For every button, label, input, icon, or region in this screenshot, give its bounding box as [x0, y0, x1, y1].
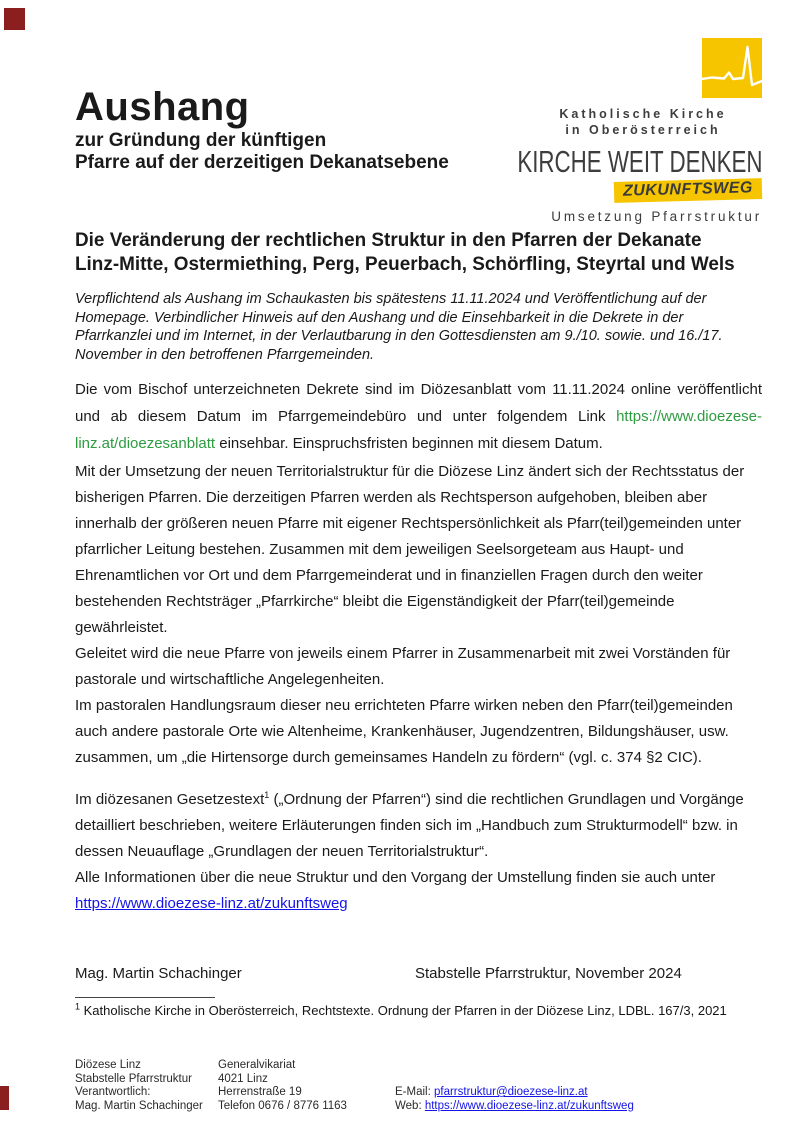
body-block	[75, 459, 762, 771]
footnote-number: 1	[75, 1001, 81, 1012]
decree-text-after-link: einsehbar. Einspruchsfristen beginnen mit diesem Datum.	[215, 435, 603, 452]
page-title: Aushang	[75, 85, 250, 129]
logo-org-line1: Katholische Kirche	[559, 107, 727, 121]
footer-line: 4021 Linz	[218, 1072, 268, 1085]
footer-line: Stabstelle Pfarrstruktur	[75, 1072, 192, 1085]
print-mark-bottom-left	[0, 1086, 9, 1110]
footer-line: Mag. Martin Schachinger	[75, 1099, 203, 1112]
footer-line: Telefon 0676 / 8776 1163	[218, 1099, 347, 1112]
paragraph-more-info: Alle Informationen über die neue Struktur und den Vorgang der Umstellung finden sie auch unter	[75, 869, 716, 886]
logo-brand-text: KIRCHE WEIT DENKEN	[516, 144, 762, 179]
email-link[interactable]: pfarrstruktur@dioezese-linz.at	[433, 1086, 588, 1098]
pulse-logo-icon	[702, 38, 762, 98]
footer-line: Generalvikariat	[218, 1059, 296, 1071]
logo-org-line2: in Oberösterreich	[565, 123, 721, 137]
footer-line: Diözese Linz	[75, 1059, 141, 1071]
footer-email-line	[395, 1086, 762, 1100]
footer-line: Herrenstraße 19	[218, 1086, 302, 1098]
page-subtitle-line2: Pfarre auf der derzeitigen Dekanatsebene	[75, 152, 449, 173]
posting-instructions: Verpflichtend als Aushang im Schaukasten bis spätestens 11.11.2024 und Veröffentlichung auf der Homepage. Verbindlicher Hinweis auf den Aushang und die Einsehbarkeit in die Dekrete in der Pfarrkanzlei und im Internet, in der Verlautbarung in den Gottesdiensten am 9./10. sowie. und 16./17. November in den betroffenen Pfarrgemeinden.	[75, 291, 723, 363]
decree-paragraph	[75, 376, 762, 457]
web-link[interactable]: https://www.dioezese-linz.at/zukunftsweg	[424, 1099, 634, 1112]
diocese-logo	[516, 0, 762, 224]
legal-text-block	[75, 787, 762, 917]
logo-org-name	[524, 106, 762, 138]
header	[75, 0, 762, 224]
paragraph-legal-basis	[75, 787, 762, 865]
footer	[75, 1059, 762, 1113]
page-subtitle-line1: zur Gründung der künftigen	[75, 130, 327, 151]
paragraph-territorial-structure: Mit der Umsetzung der neuen Territorialstruktur für die Diözese Linz ändert sich der Rechtsstatus der bisherigen Pfarren. Die derzeitigen Pfarren werden als Rechtsperson aufgehoben, bleiben aber innerhalb der größeren neuen Pfarre mit eigener Rechtspersönlichkeit als Pfarr(teil)gemeinden unter pfarrlicher Leitung bestehen. Zusammen mit dem jeweiligen Seelsorgeteam aus Haupt- und Ehrenamtlichen vor Ort und dem Pfarrgemeinderat und in finanziellen Fragen durch den weiter bestehenden Rechtsträger „Pfarrkirche“ bleibt die Eigenständigkeit der Pfarr(teil)gemeinde gewährleistet.	[75, 463, 745, 636]
footnote-reference: 1	[264, 790, 270, 800]
legal-text-after-sup: („Ordnung der Pfarren“) sind die rechtlichen Grundlagen und Vorgänge detailliert beschrieben, weitere Erläuterungen finden sich im „Handbuch zum Strukturmodell“ bzw. in dessen Neuauflage „Grundlagen der neuen Territorialstruktur“.	[75, 791, 744, 860]
footnote-text: Katholische Kirche in Oberösterreich, Rechtstexte. Ordnung der Pfarren in der Diözese Linz, LDBL. 167/3, 2021	[80, 1003, 727, 1018]
footer-contact-column	[395, 1059, 762, 1113]
logo-tagline: Umsetzung Pfarrstruktur	[551, 209, 762, 224]
signature-office-date: Stabstelle Pfarrstruktur, November 2024	[415, 965, 682, 982]
heartbeat-line-icon	[702, 38, 762, 98]
dioezesanblatt-link[interactable]: https://www.dioezese-linz.at/dioezesanblatt	[75, 408, 762, 452]
document-heading-line1: Die Veränderung der rechtlichen Struktur in den Pfarren der Dekanate	[75, 229, 702, 251]
zukunftsweg-link-line	[75, 891, 762, 917]
signature-name: Mag. Martin Schachinger	[75, 965, 242, 982]
footnote-divider	[75, 997, 215, 998]
web-label: Web:	[395, 1099, 425, 1112]
signature-row	[75, 965, 762, 983]
decree-text-before-link: Die vom Bischof unterzeichneten Dekrete sind im Diözesanblatt vom 11.11.2024 online veröffentlicht und ab diesem Datum im Pfarrgemeindebüro und unter folgendem Link	[75, 381, 762, 425]
paragraph-pastoral-places: Im pastoralen Handlungsraum dieser neu errichteten Pfarre wirken neben den Pfarr(teil)gemeinden auch andere pastorale Orte wie Altenheime, Krankenhäuser, Jugendzentren, Bildungshäuser, usw. zusammen, um „die Hirtensorge durch gemeinsames Handeln zu fördern“ (vgl. c. 374 §2 CIC).	[75, 697, 733, 766]
document-heading-line2: Linz-Mitte, Ostermiething, Perg, Peuerbach, Schörfling, Steyrtal und Wels	[75, 253, 735, 275]
footnote	[75, 1003, 762, 1019]
paragraph-leadership: Geleitet wird die neue Pfarre von jeweils einem Pfarrer in Zusammenarbeit mit zwei Vorständen für pastorale und wirtschaftliche Angelegenheiten.	[75, 645, 731, 688]
zukunftsweg-link[interactable]: https://www.dioezese-linz.at/zukunftsweg	[75, 895, 348, 912]
email-label: E-Mail:	[395, 1086, 434, 1098]
footer-address-column	[218, 1059, 395, 1113]
footer-line: Verantwortlich:	[75, 1086, 151, 1098]
legal-text-before-sup: Im diözesanen Gesetzestext	[75, 791, 265, 808]
title-block	[75, 0, 449, 224]
footer-web-line	[395, 1100, 762, 1114]
footer-organisation-column	[75, 1059, 218, 1113]
document-heading	[75, 228, 762, 276]
zukunftsweg-badge: ZUKUNFTSWEG	[614, 178, 762, 203]
print-mark-top-left	[4, 8, 25, 30]
